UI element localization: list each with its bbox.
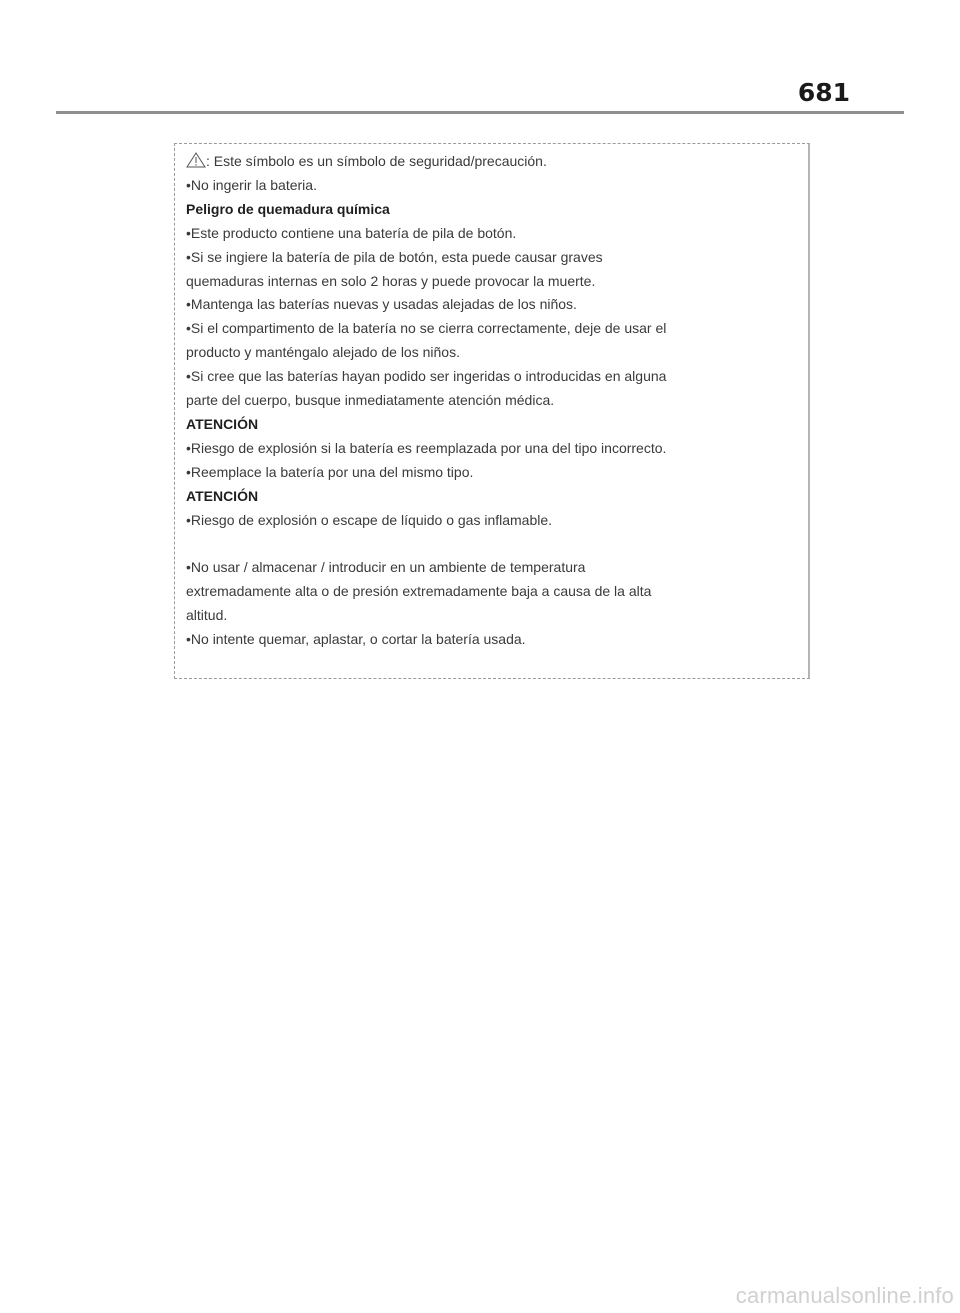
bullet-mantenga: •Mantenga las baterías nuevas y usadas alejadas de los niños.: [186, 296, 577, 313]
battery-safety-notice: [174, 143, 810, 679]
bullet-ingeridas-2: parte del cuerpo, busque inmediatamente atención médica.: [186, 392, 555, 409]
spacer: [186, 533, 798, 557]
bullet-explosion-tipo: •Riesgo de explosión si la batería es reemplazada por una del tipo incorrecto.: [186, 439, 667, 456]
notice-content: [186, 150, 798, 652]
page-number: 681: [797, 78, 850, 107]
bullet-contiene: •Este producto contiene una batería de pila de botón.: [186, 224, 517, 241]
bullet-ingiere-1: •Si se ingiere la batería de pila de botón, esta puede causar graves: [186, 248, 603, 265]
safety-symbol-line: [186, 150, 798, 174]
bullet-no-usar-3: altitud.: [186, 607, 228, 624]
bullet-no-ingerir: •No ingerir la bateria.: [186, 176, 317, 193]
heading-atencion-1: ATENCIÓN: [186, 415, 259, 432]
bullet-compartimento-1: •Si el compartimento de la batería no se cierra correctamente, deje de usar el: [186, 320, 667, 337]
bullet-no-quemar: •No intente quemar, aplastar, o cortar la batería usada.: [186, 631, 526, 648]
heading-atencion-2: ATENCIÓN: [186, 487, 259, 504]
bullet-no-usar-1: •No usar / almacenar / introducir en un ambiente de temperatura: [186, 559, 586, 576]
bullet-ingeridas-1: •Si cree que las baterías hayan podido ser ingeridas o introducidas en alguna: [186, 368, 667, 385]
warning-triangle-icon: [186, 152, 206, 168]
symbol-line-text: : Este símbolo es un símbolo de seguridad/precaución.: [206, 153, 547, 169]
header-rule: [56, 111, 904, 114]
bullet-ingiere-2: quemaduras internas en solo 2 horas y puede provocar la muerte.: [186, 272, 596, 289]
bullet-reemplace: •Reemplace la batería por una del mismo tipo.: [186, 463, 474, 480]
heading-peligro: Peligro de quemadura química: [186, 200, 390, 217]
bullet-escape-liquido: •Riesgo de explosión o escape de líquido o gas inflamable.: [186, 511, 553, 528]
bullet-no-usar-2: extremadamente alta o de presión extremadamente baja a causa de la alta: [186, 583, 652, 600]
footer-watermark: carmanualsonline.info: [735, 1283, 954, 1308]
bullet-compartimento-2: producto y manténgalo alejado de los niños.: [186, 344, 460, 361]
